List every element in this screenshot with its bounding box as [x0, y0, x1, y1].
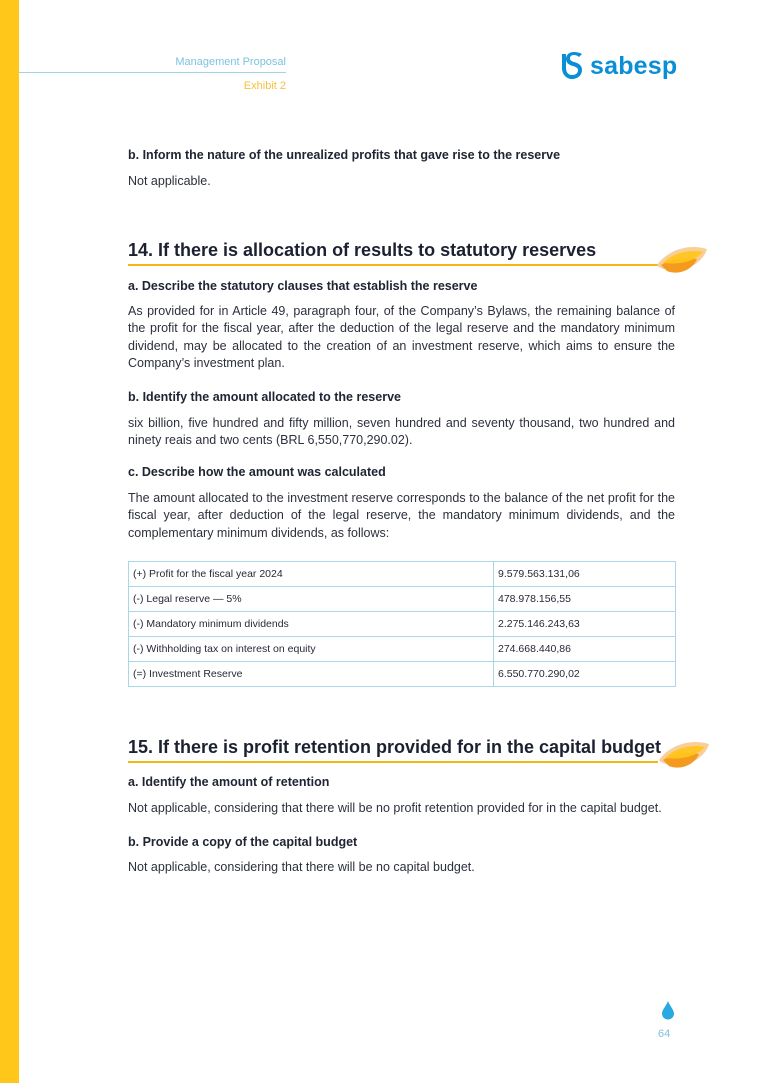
table-cell-value: 6.550.770.290,02 — [494, 662, 676, 687]
header-title: Management Proposal — [175, 56, 286, 68]
sabesp-logo-text: sabesp — [590, 51, 678, 80]
question-15a-answer: Not applicable, considering that there will be no profit retention provided for in the capital budget. — [128, 801, 662, 815]
table-cell-value: 478.978.156,55 — [494, 587, 676, 612]
left-accent-bar — [0, 0, 19, 1083]
question-14b-label: b. Identify the amount allocated to the reserve — [128, 390, 401, 404]
table-row — [129, 562, 676, 587]
section-14-title: 14. If there is allocation of results to statutory reserves — [128, 240, 597, 260]
sabesp-logo-icon — [559, 52, 585, 80]
header-subtitle: Exhibit 2 — [243, 80, 286, 92]
table-cell-label: (=) Investment Reserve — [129, 662, 494, 687]
table-cell-value: 274.668.440,86 — [494, 637, 676, 662]
table-cell-label: (-) Legal reserve — 5% — [129, 587, 494, 612]
water-drop-icon — [661, 1000, 675, 1020]
table-row — [129, 612, 676, 637]
table-cell-value: 9.579.563.131,06 — [494, 562, 676, 587]
sabesp-logo — [559, 51, 677, 81]
question-14c-answer: The amount allocated to the investment reserve corresponds to the balance of the net profit for the fiscal year, after deduction of the legal reserve, the mandatory minimum dividends, and the complementary minimum dividends, as follows: — [128, 491, 675, 540]
question-14a-label: a. Describe the statutory clauses that establish the reserve — [128, 279, 478, 293]
header-rule — [19, 72, 286, 73]
leaf-decoration-icon — [657, 738, 712, 773]
question-13b-label: b. Inform the nature of the unrealized profits that gave rise to the reserve — [128, 148, 561, 162]
question-15b-label: b. Provide a copy of the capital budget — [128, 835, 358, 849]
question-14a-answer: As provided for in Article 49, paragraph four, of the Company’s Bylaws, the remaining balance of the profit for the fiscal year, after the deduction of the legal reserve and the mandatory minimum dividend, may be allocated to the creation of an investment reserve, which aims to ensure the Company’s investment plan. — [128, 304, 675, 371]
table-row — [129, 587, 676, 612]
table-cell-value: 2.275.146.243,63 — [494, 612, 676, 637]
section-14-underline — [128, 264, 658, 266]
section-15-underline — [128, 761, 658, 763]
leaf-decoration-icon — [655, 243, 710, 278]
page-number: 64 — [658, 1028, 671, 1040]
table-row — [129, 662, 676, 687]
question-15b-answer: Not applicable, considering that there will be no capital budget. — [128, 860, 475, 874]
reserve-calculation-table — [128, 561, 676, 687]
question-14b-answer: six billion, five hundred and fifty million, seven hundred and seventy thousand, two hundred and ninety reais and two cents (BRL 6,550,770,290.02). — [128, 416, 675, 448]
section-15-title: 15. If there is profit retention provided for in the capital budget — [128, 737, 662, 757]
table-cell-label: (+) Profit for the fiscal year 2024 — [129, 562, 494, 587]
question-15a-label: a. Identify the amount of retention — [128, 775, 330, 789]
table-row — [129, 637, 676, 662]
question-13b-answer: Not applicable. — [128, 174, 211, 188]
question-14c-label: c. Describe how the amount was calculated — [128, 465, 386, 479]
table-cell-label: (-) Withholding tax on interest on equity — [129, 637, 494, 662]
table-cell-label: (-) Mandatory minimum dividends — [129, 612, 494, 637]
